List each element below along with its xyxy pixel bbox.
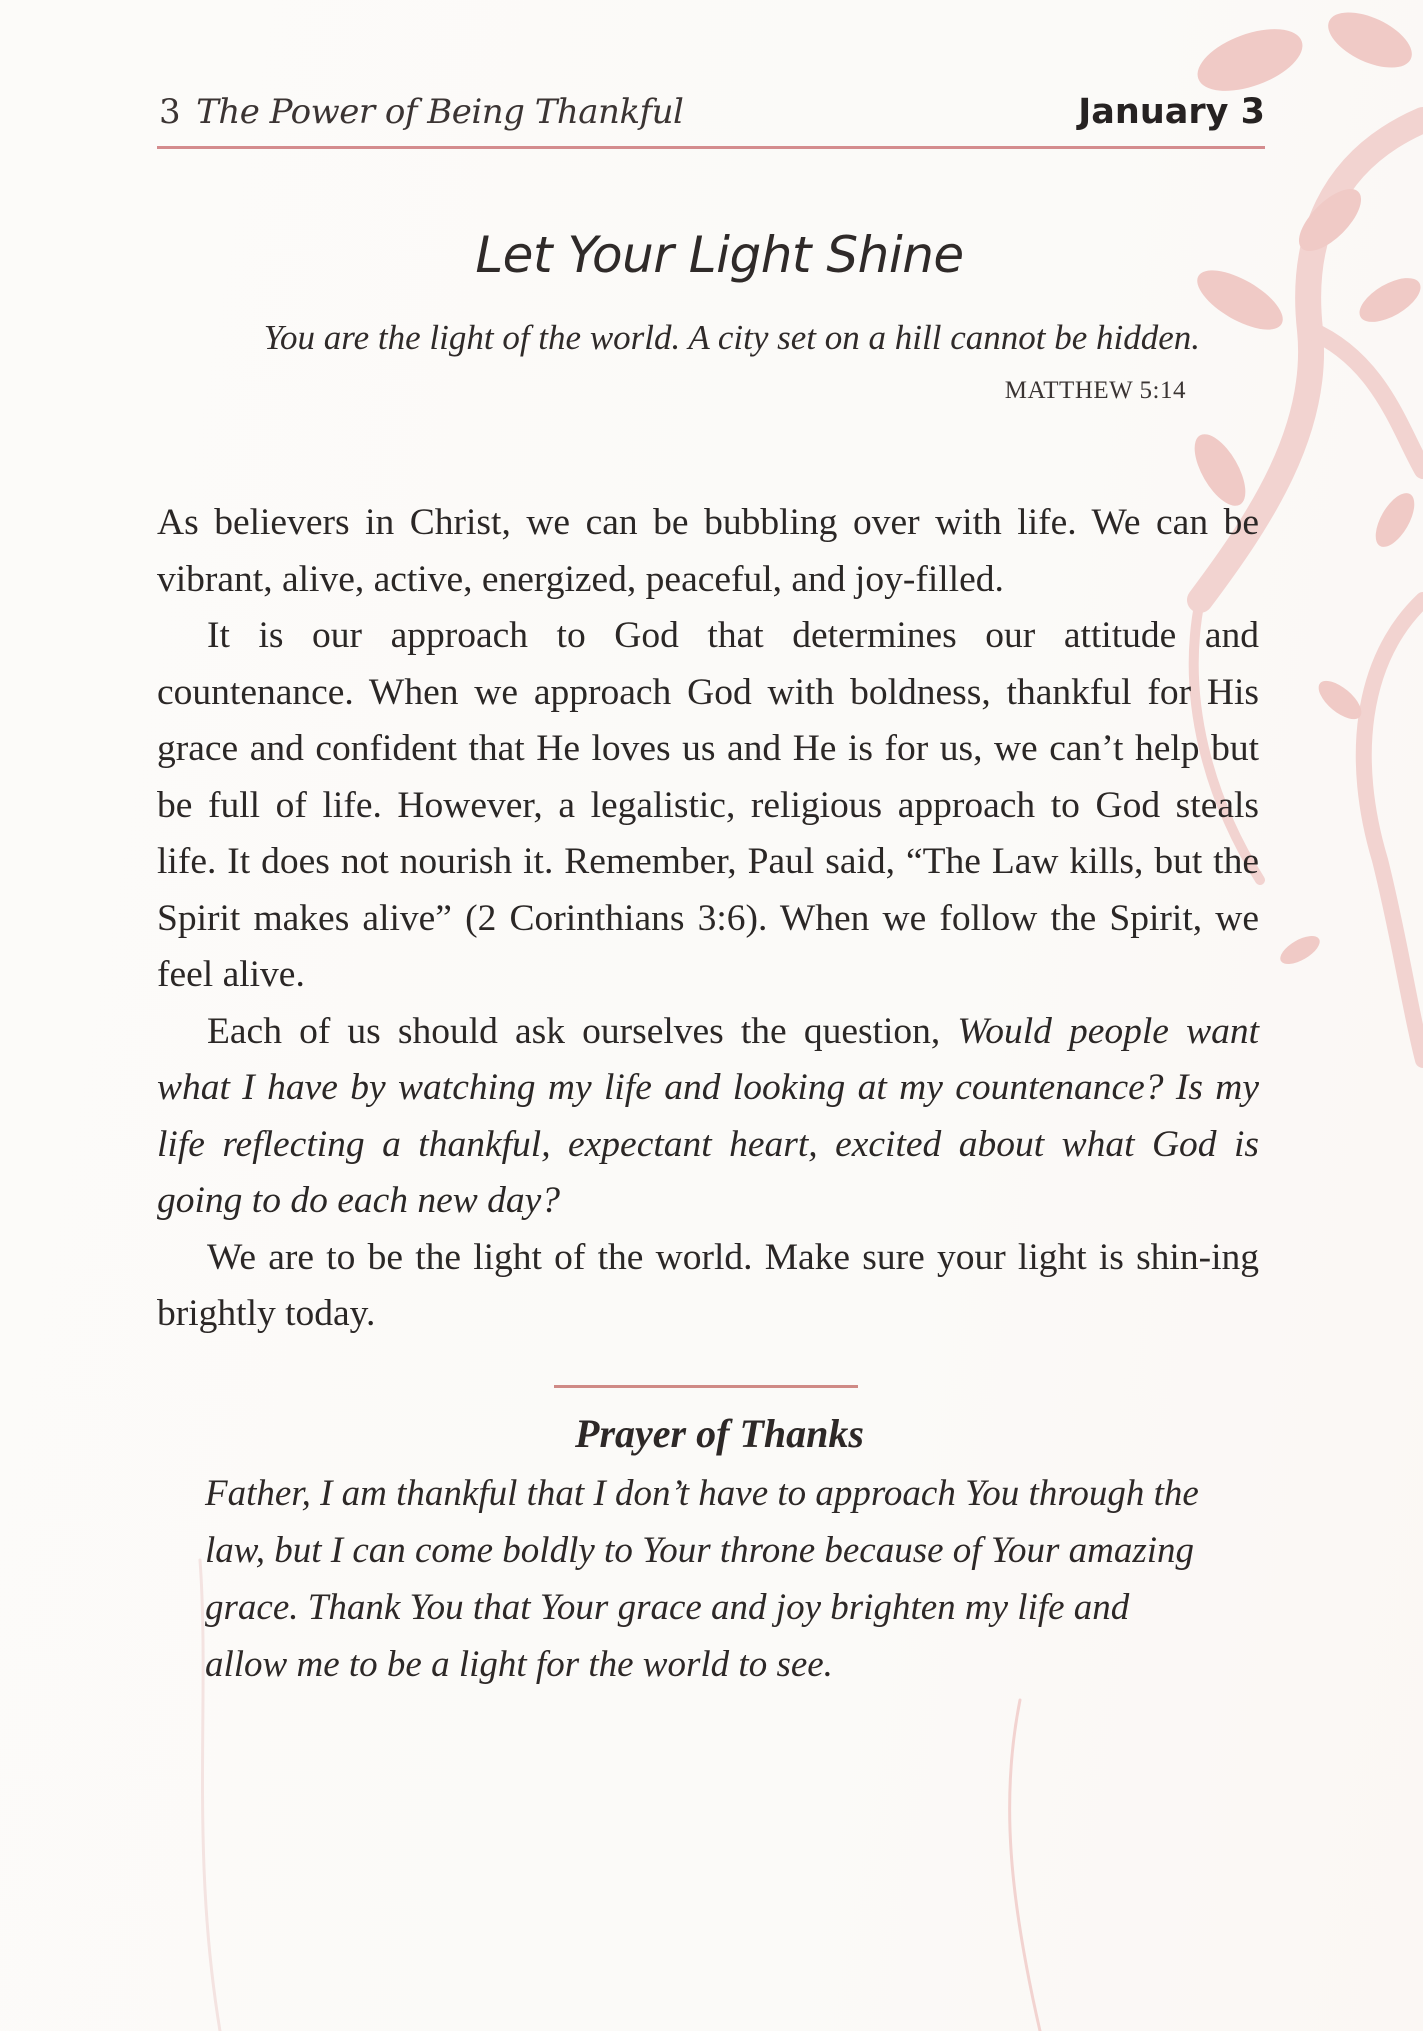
- prayer-divider: [554, 1385, 858, 1388]
- section-heading: [159, 92, 683, 132]
- scripture-verse: You are the light of the world. A city set on a hill cannot be hidden.: [263, 318, 1200, 357]
- prayer-title: Prayer of Thanks: [575, 1411, 864, 1456]
- devotion-body: [157, 495, 1259, 1343]
- running-header: [157, 92, 1265, 148]
- paragraph: As believers in Christ, we can be bubbling over with life. We can be vibrant, alive, active, energized, peaceful, and joy-filled.: [157, 502, 1259, 600]
- section-title: The Power of Being Thankful: [196, 92, 684, 132]
- scripture-reference: MATTHEW 5:14: [1004, 377, 1186, 404]
- question-intro: Each of us should ask ourselves the question,: [207, 1010, 958, 1052]
- paragraph: It is our approach to God that determines our attitude and countenance. When we approach God with boldness, thankful for His grace and confident that He loves us and He is for us, we can’t help but be full of life. However, a legalistic, religious approach to God steals life. It does not nourish it. Remember, Paul said, “The Law kills, but the Spirit makes alive” (2 Corinthians 3:6). When we follow the Spirit, we feel alive.: [157, 615, 1259, 995]
- devotion-title: Let Your Light Shine: [475, 226, 964, 284]
- header-divider: [157, 146, 1265, 149]
- page-number: 3: [159, 92, 181, 132]
- prayer-text: Father, I am thankful that I don’t have to approach You through the law, but I can come boldly to Your throne because of Your amazing grace. Thank You that Your grace and joy brighten my life and allow me to be a light for the world to see.: [205, 1473, 1199, 1685]
- reflection-question: Would people want what I have by watching my life and looking at my countenance? Is my life reflecting a thankful, expectant heart, excited about what God is going to do each new day?: [157, 1010, 1260, 1221]
- paragraph-question: [157, 1004, 1259, 1230]
- entry-date: January 3: [1078, 92, 1265, 132]
- paragraph: We are to be the light of the world. Make sure your light is shin-ing brightly today.: [157, 1236, 1259, 1334]
